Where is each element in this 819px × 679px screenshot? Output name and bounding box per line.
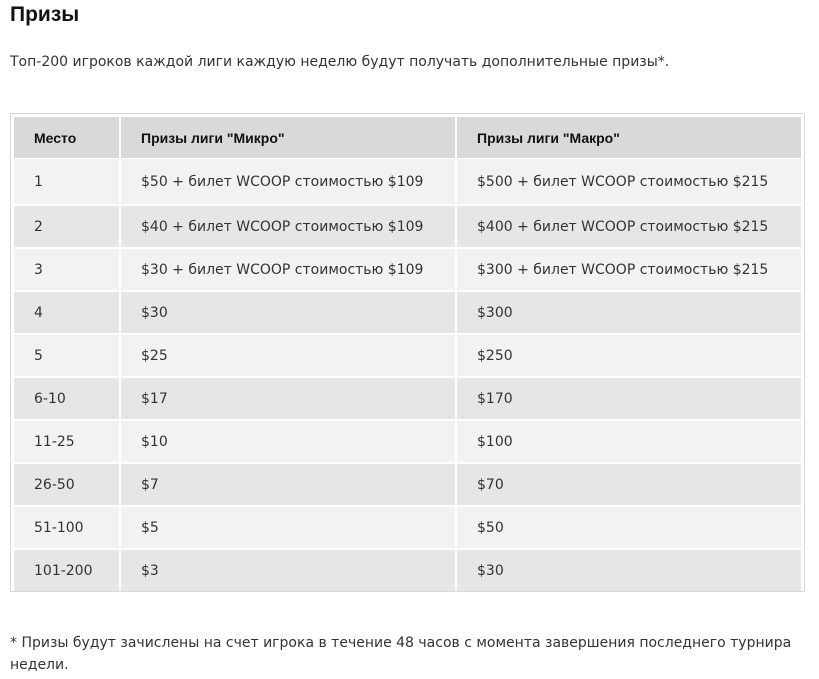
table-header-row	[14, 117, 801, 159]
place-cell: 101-200	[14, 548, 119, 591]
header-macro-prizes: Призы лиги "Макро"	[455, 117, 801, 159]
macro-prize-cell: $30	[455, 548, 801, 591]
table-row	[14, 376, 801, 419]
place-cell: 5	[14, 333, 119, 376]
table-row	[14, 204, 801, 247]
place-cell: 2	[14, 204, 119, 247]
place-cell: 1	[14, 159, 119, 204]
page-title: Призы	[10, 3, 80, 26]
table-row	[14, 419, 801, 462]
header-place: Место	[14, 117, 119, 159]
macro-prize-cell: $100	[455, 419, 801, 462]
micro-prize-cell: $7	[119, 462, 455, 505]
footnote-text: * Призы будут зачислены на счет игрока в течение 48 часов с момента завершения последнего турнира недели.	[10, 635, 792, 673]
place-cell: 51-100	[14, 505, 119, 548]
prizes-table-frame	[10, 113, 805, 592]
place-cell: 6-10	[14, 376, 119, 419]
micro-prize-cell: $3	[119, 548, 455, 591]
table-row	[14, 333, 801, 376]
micro-prize-cell: $5	[119, 505, 455, 548]
macro-prize-cell: $170	[455, 376, 801, 419]
table-row	[14, 159, 801, 204]
micro-prize-cell: $40 + билет WCOOP стоимостью $109	[119, 204, 455, 247]
micro-prize-cell: $30	[119, 290, 455, 333]
micro-prize-cell: $10	[119, 419, 455, 462]
table-row	[14, 548, 801, 591]
macro-prize-cell: $50	[455, 505, 801, 548]
header-micro-prizes: Призы лиги "Микро"	[119, 117, 455, 159]
place-cell: 3	[14, 247, 119, 290]
micro-prize-cell: $50 + билет WCOOP стоимостью $109	[119, 159, 455, 204]
table-row	[14, 290, 801, 333]
macro-prize-cell: $300 + билет WCOOP стоимостью $215	[455, 247, 801, 290]
table-row	[14, 247, 801, 290]
macro-prize-cell: $500 + билет WCOOP стоимостью $215	[455, 159, 801, 204]
micro-prize-cell: $17	[119, 376, 455, 419]
macro-prize-cell: $250	[455, 333, 801, 376]
place-cell: 11-25	[14, 419, 119, 462]
place-cell: 4	[14, 290, 119, 333]
prizes-table	[14, 117, 801, 591]
macro-prize-cell: $70	[455, 462, 801, 505]
macro-prize-cell: $400 + билет WCOOP стоимостью $215	[455, 204, 801, 247]
table-row	[14, 505, 801, 548]
macro-prize-cell: $300	[455, 290, 801, 333]
place-cell: 26-50	[14, 462, 119, 505]
micro-prize-cell: $25	[119, 333, 455, 376]
table-row	[14, 462, 801, 505]
intro-text: Топ-200 игроков каждой лиги каждую неделю будут получать дополнительные призы*.	[10, 54, 670, 70]
micro-prize-cell: $30 + билет WCOOP стоимостью $109	[119, 247, 455, 290]
